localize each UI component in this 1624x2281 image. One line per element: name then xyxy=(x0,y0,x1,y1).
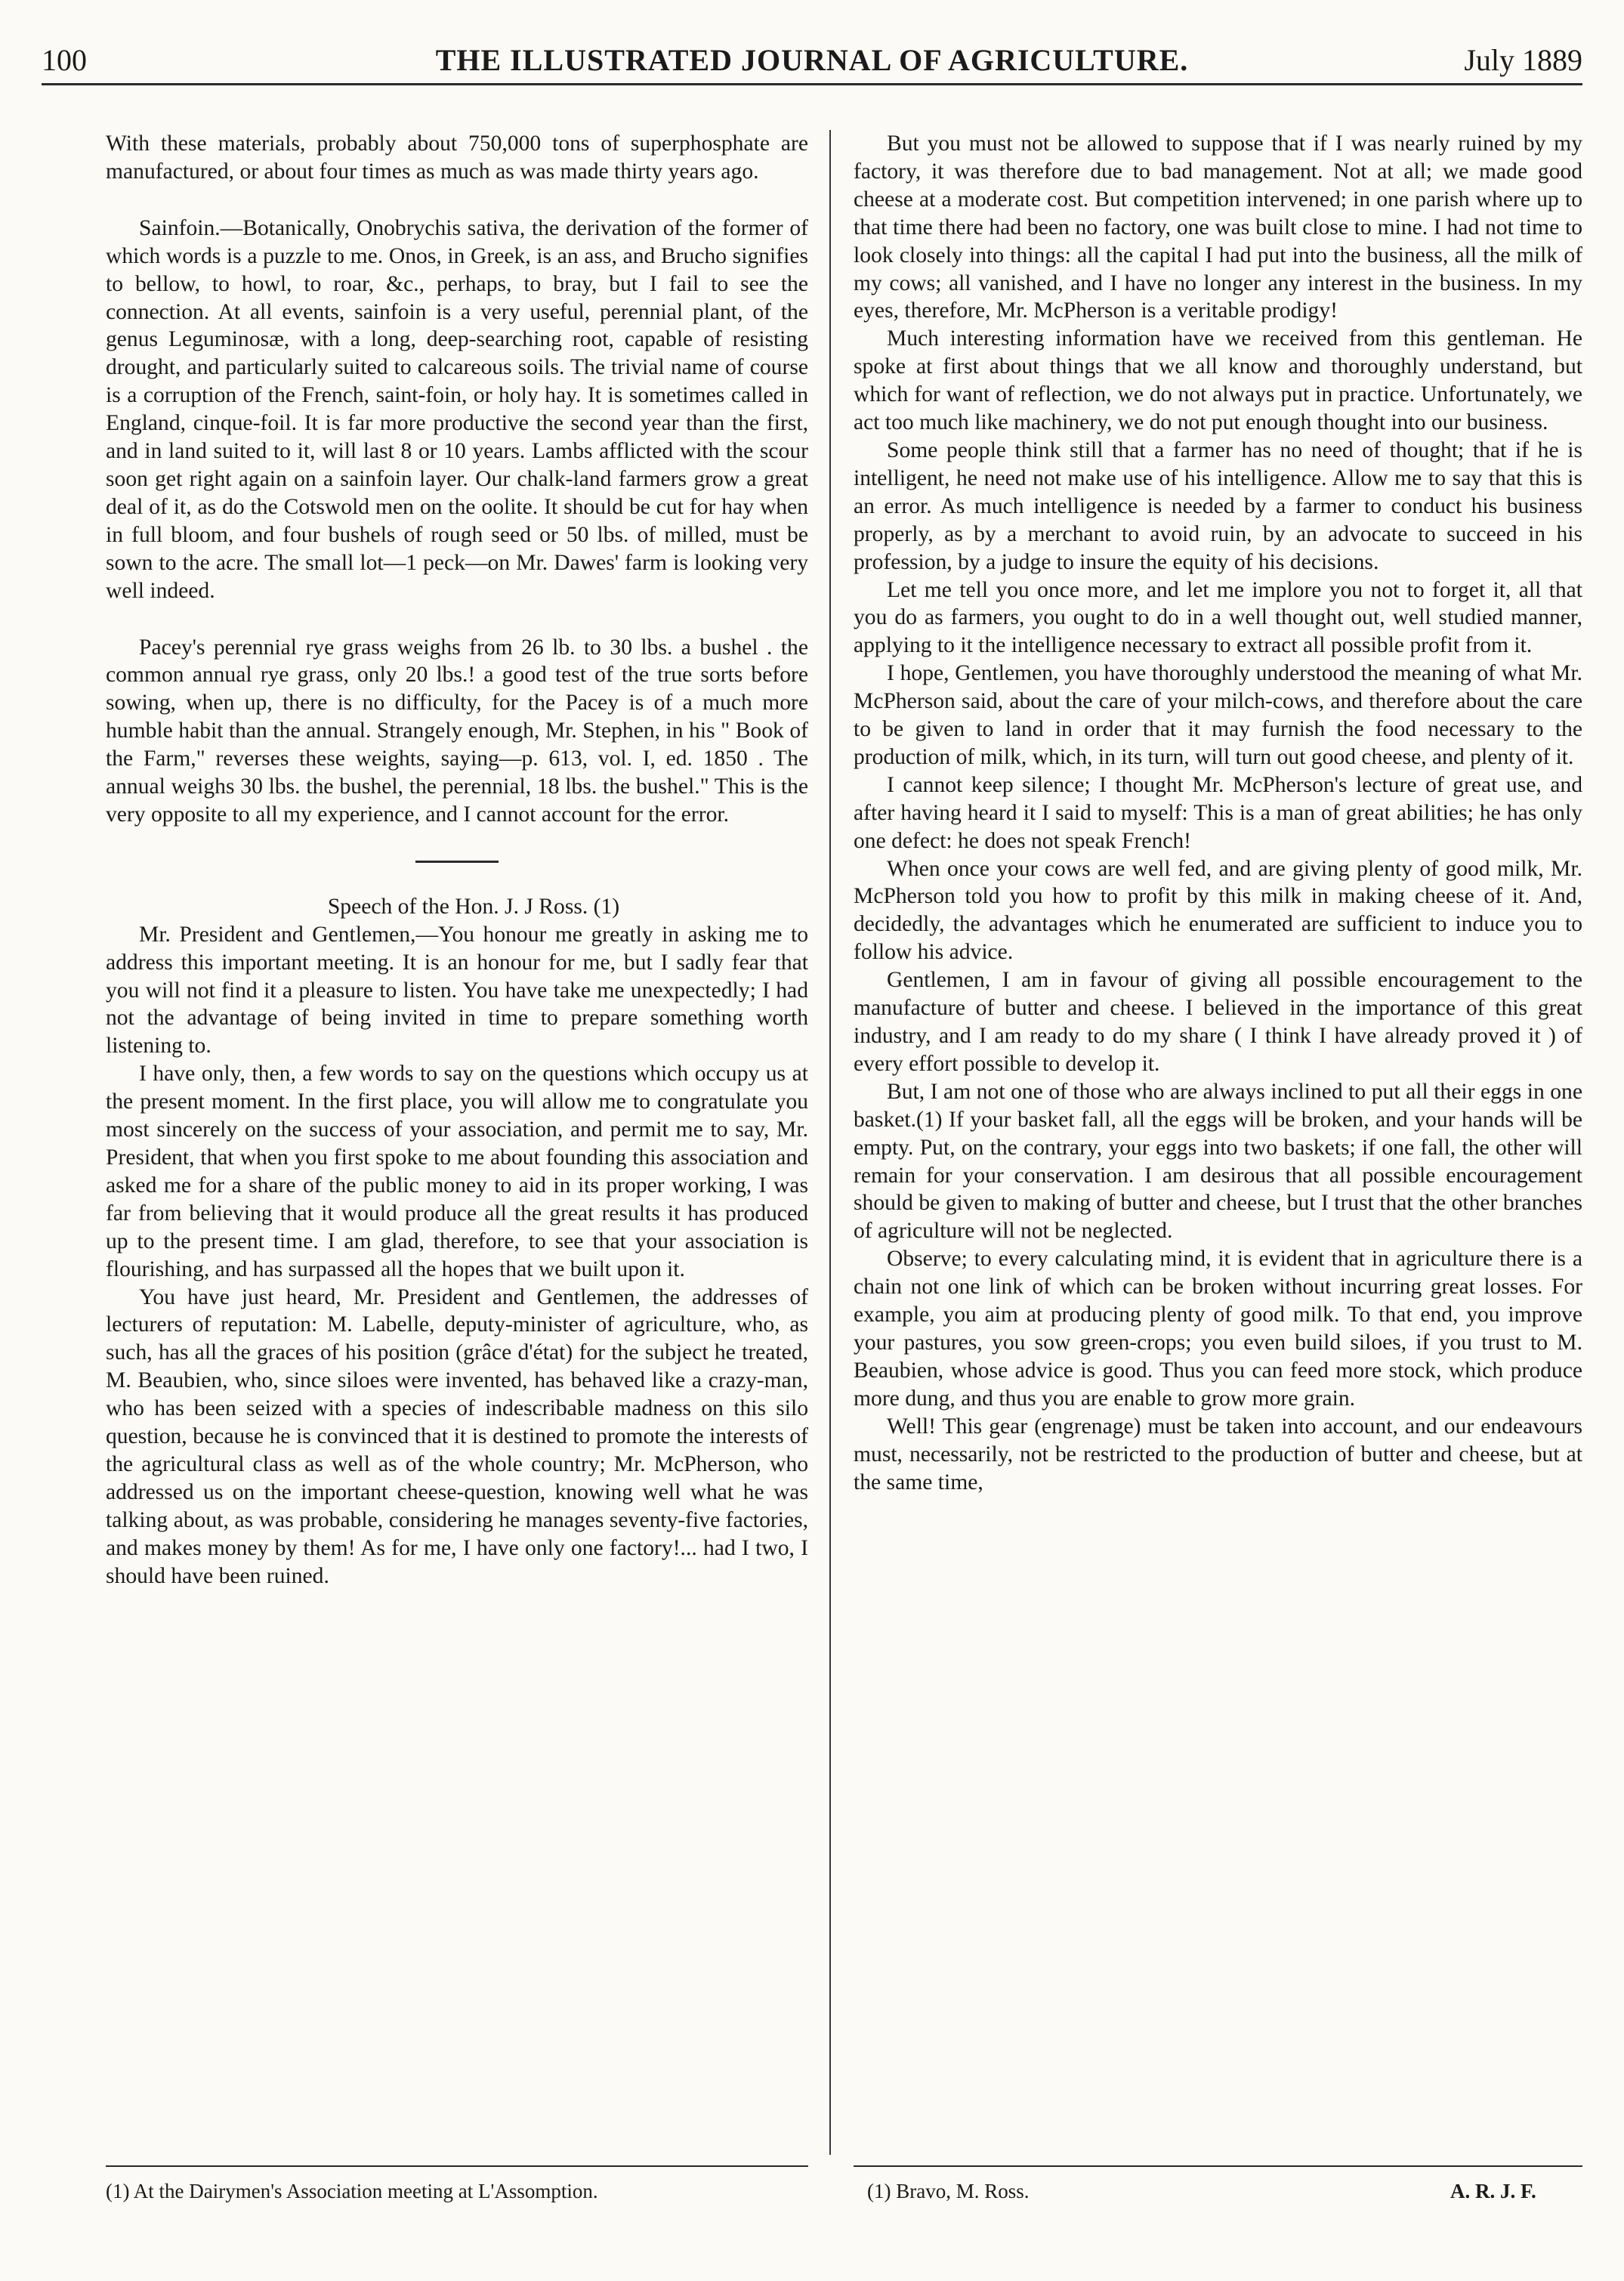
paragraph: I have only, then, a few words to say on the questions which occupy us at the present moment. In the first place, you will allow me to congratulate you most sincerely on the success of your association, and permit me to say, Mr. President, that when you first spoke to me about founding this association and asked me for a share of the public money to aid in its proper working, I was far from believing that it would produce all the great results it has produced up to the present time. I am glad, therefore, to see that your association is flourishing, and has surpassed all the hopes that we built upon it. xyxy=(106,1062,808,1281)
header-rule xyxy=(42,83,1582,85)
paragraph: Gentlemen, I am in favour of giving all possible encouragement to the manufacture of butter and cheese. I believed in the importance of this great industry, and I am ready to do my share ( I think I have already proved it ) of every effort possible to develop it. xyxy=(854,968,1582,1076)
paragraph: But you must not be allowed to suppose that if I was nearly ruined by my factory, it was therefore due to bad management. Not at all; we made good cheese at a moderate cost. But competition intervened; in one parish where up to that time there had been no factory, one was built close to mine. I had not time to look closely into things: all the capital I had put into the business, all the milk of my cows; all vanished, and I have no longer any interest in the business. In my eyes, therefore, Mr. McPherson is a veritable prodigy! xyxy=(854,131,1582,323)
paragraph-gap xyxy=(106,605,808,634)
section-separator xyxy=(415,861,499,863)
paragraph: Some people think still that a farmer has no need of thought; that if he is intelligent, he need not make use of his intelligence. Allow me to say that this is an error. As much intelligence is needed by a farmer to conduct his business properly, as by a merchant to avoid ruin, by an advocate to succeed in his profession, by a judge to insure the equity of his decisions. xyxy=(854,437,1582,574)
paragraph-sainfoin: Sainfoin.—Botanically, Onobrychis sativa, the derivation of the former of which words is a puzzle to me. Onos, in Greek, is an ass, and Brucho signifies to bellow, to howl, to roar, &c., perhaps, to bray, but I fail to see the connection. At all events, sainfoin is a very useful, perennial plant, of the genus Leguminosæ, with a long, deep-searching root, capable of resisting drought, and particularly suited to calcareous soils. The trivial name of course is a corruption of the French, saint-foin, or holy hay. It is sometimes called in England, cinque-foil. It is far more productive the second year than the first, and in land suited to it, will last 8 or 10 years. Lambs afflicted with the scour soon get right again on a sainfoin layer. Our chalk-land farmers grow a great deal of it, as do the Cotswold men on the oolite. It should be cut for hay when in full bloom, and four bushels of rough seed or 50 lbs. of milled, must be sown to the acre. The small lot—1 peck—on Mr. Dawes' farm is looking very well indeed. xyxy=(106,215,808,603)
issue-date: July 1889 xyxy=(1464,43,1582,77)
speech-title: Speech of the Hon. J. J Ross. (1) xyxy=(327,894,620,919)
paragraph: With these materials, probably about 750,000 tons of superphosphate are manufactured, or about four times as much as was made thirty years ago. xyxy=(106,131,808,184)
paragraph: When once your cows are well fed, and are giving plenty of good milk, Mr. McPherson told you how to profit by this milk in making cheese of it. And, decidedly, the advantages which he enumerated are sufficient to induce you to follow his advice. xyxy=(854,856,1582,965)
signature-initials: A. R. J. F. xyxy=(1450,2180,1536,2202)
footnote-right: (1) Bravo, M. Ross. xyxy=(867,2180,1030,2202)
paragraph: Much interesting information have we received from this gentleman. He spoke at first about things that we all know and thoroughly understand, but which for want of reflection, we do not always put in practice. Unfortunately, we act too much like machinery, we do not put enough thought into our business. xyxy=(854,326,1582,435)
right-column xyxy=(854,130,1582,1496)
paragraph: You have just heard, Mr. President and Gentlemen, the addresses of lecturers of reputation: M. Labelle, deputy-minister of agriculture, who, as such, has all the graces of his position (grâce d'état) for the subject he treated, M. Beaubien, who, since siloes were invented, has behaved like a crazy-man, who has been seized with a species of indescribable madness on this silo question, because he is convinced that it is destined to promote the interests of the agricultural class as well as of the whole country; Mr. McPherson, who addressed us on the important cheese-question, knowing well what he was talking about, as was probable, considering he manages seventy-five factories, and makes money by them! As for me, I have only one factory!... had I two, I should have been ruined. xyxy=(106,1284,808,1588)
footnote-rule xyxy=(854,2165,1582,2167)
footnote-left: (1) At the Dairymen's Association meeting at L'Assomption. xyxy=(106,2180,598,2202)
paragraph-rye-grass: Pacey's perennial rye grass weighs from 26 lb. to 30 lbs. a bushel . the common annual rye grass, only 20 lbs.! a good test of the true sorts before sowing, when up, there is no difficulty, for the Pacey is of a much more humble habit than the annual. Strangely enough, Mr. Stephen, in his " Book of the Farm," reverses these weights, saying—p. 613, vol. I, ed. 1850 . The annual weighs 30 lbs. the bushel, the perennial, 18 lbs. the bushel." This is the very opposite to all my experience, and I cannot account for the error. xyxy=(106,635,808,827)
paragraph: Mr. President and Gentlemen,—You honour me greatly in asking me to address this important meeting. It is an honour for me, but I sadly fear that you will not find it a pleasure to listen. You have take me unexpectedly; I had not the advantage of being invited in time to prepare something worth listening to. xyxy=(106,922,808,1059)
paragraph: Let me tell you once more, and let me implore you not to forget it, all that you do as farmers, you ought to do in a well thought out, well studied manner, applying to it the intelligence necessary to extract all possible profit from it. xyxy=(854,577,1582,658)
page-number: 100 xyxy=(42,43,87,77)
paragraph: But, I am not one of those who are always inclined to put all their eggs in one basket.(1) If your basket fall, all the eggs will be broken, and your hands will be empty. Put, on the contrary, your eggs into two baskets; if one fall, the other will remain for your conservation. I am desirous that all possible encouragement should be given to making of butter and cheese, but I trust that the other branches of agriculture will not be neglected. xyxy=(854,1079,1582,1244)
column-divider xyxy=(829,130,831,2155)
paragraph: Observe; to every calculating mind, it is evident that in agriculture there is a chain not one link of which can be broken without incurring great losses. For example, you aim at producing plenty of good milk. To that end, you improve your pastures, you sow green-crops; you even build siloes, if you trust to M. Beaubien, whose advice is good. Thus you can feed more stock, which produce more dung, and thus you are enable to grow more grain. xyxy=(854,1247,1582,1411)
journal-title: THE ILLUSTRATED JOURNAL OF AGRICULTURE. xyxy=(435,43,1189,77)
footnote-rule xyxy=(106,2165,808,2167)
paragraph: I hope, Gentlemen, you have thoroughly understood the meaning of what Mr. McPherson said, about the care of your milch-cows, and therefore about the care to be given to land in order that it may furnish the food necessary to the production of milk, which, in its turn, will turn out good cheese, and plenty of it. xyxy=(854,661,1582,769)
paragraph: Well! This gear (engrenage) must be taken into account, and our endeavours must, necessarily, not be restricted to the production of butter and cheese, but at the same time, xyxy=(854,1414,1582,1494)
paragraph-gap xyxy=(106,186,808,215)
page-header xyxy=(42,39,1582,82)
paragraph: I cannot keep silence; I thought Mr. McPherson's lecture of great use, and after having heard it I said to myself: This is a man of great abilities; he has only one defect: he does not speak French! xyxy=(854,772,1582,853)
left-column xyxy=(106,130,808,1590)
